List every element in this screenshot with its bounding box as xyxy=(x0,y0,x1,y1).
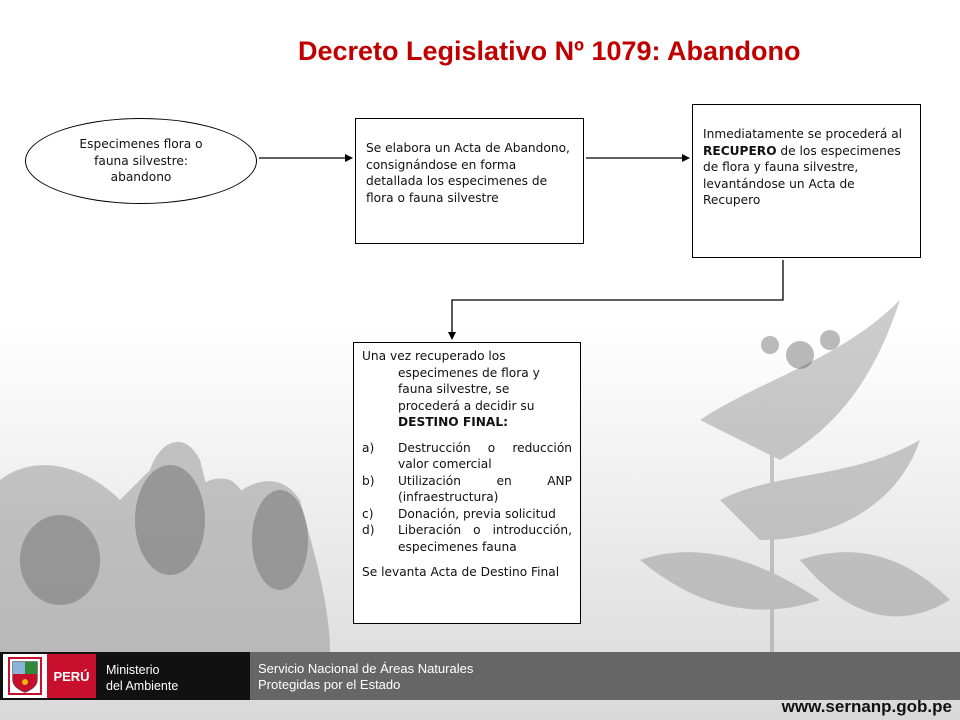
step3-closing: Se levanta Acta de Destino Final xyxy=(362,565,560,579)
step2-text-bold: RECUPERO xyxy=(703,143,777,158)
slide-title: Decreto Legislativo Nº 1079: Abandono xyxy=(298,36,801,66)
step2-text-pre: Inmediatamente se procederá al xyxy=(703,127,903,141)
step3-intro-bold: DESTINO FINAL: xyxy=(398,415,509,429)
service-line1: Servicio Nacional de Áreas Naturales xyxy=(258,661,474,676)
destino-item-label: b) xyxy=(362,473,375,488)
destino-item-label: a) xyxy=(362,440,375,455)
service-line2: Protegidas por el Estado xyxy=(258,677,401,692)
destino-item-text: Donación, previa solicitud xyxy=(398,506,556,521)
ministry-line1: Ministerio xyxy=(106,663,160,677)
step3-intro-text: Una vez recuperado los especimenes de flora y fauna silvestre, se procederá a decidir su xyxy=(362,349,540,413)
ministry-line2: del Ambiente xyxy=(106,679,179,693)
step3-intro xyxy=(362,348,572,431)
step1-text: Se elabora un Acta de Abandono, consignándose en forma detallada los especimenes de flora o fauna silvestre xyxy=(366,141,570,205)
peru-badge: PERÚ xyxy=(47,654,96,698)
destino-item-label: c) xyxy=(362,506,374,521)
destino-item-text: Utilización en ANP (infraestructura) xyxy=(398,473,572,504)
service-label xyxy=(258,661,473,693)
peru-coat-of-arms-icon xyxy=(3,654,47,698)
destino-item-d xyxy=(362,522,572,555)
destino-item-text: Destrucción o reducción valor comercial xyxy=(398,440,572,471)
step3-box xyxy=(353,342,581,624)
destino-item-c xyxy=(362,506,572,523)
destino-item-b xyxy=(362,473,572,506)
website-url: www.sernanp.gob.pe xyxy=(781,697,952,716)
step2-box xyxy=(692,104,921,258)
step1-box xyxy=(355,118,584,244)
destino-item-a xyxy=(362,440,572,473)
start-node-ellipse xyxy=(25,118,257,204)
ministry-label xyxy=(98,654,248,698)
start-node-text: Especimenes flora o fauna silvestre: abandono xyxy=(79,137,203,185)
step2-text-post: de los especimenes de flora y fauna silvestre, levantándose un Acta de Recupero xyxy=(703,143,901,207)
destino-item-label: d) xyxy=(362,523,375,537)
destino-item-text: Liberación o introducción, especimenes fauna xyxy=(398,523,572,554)
